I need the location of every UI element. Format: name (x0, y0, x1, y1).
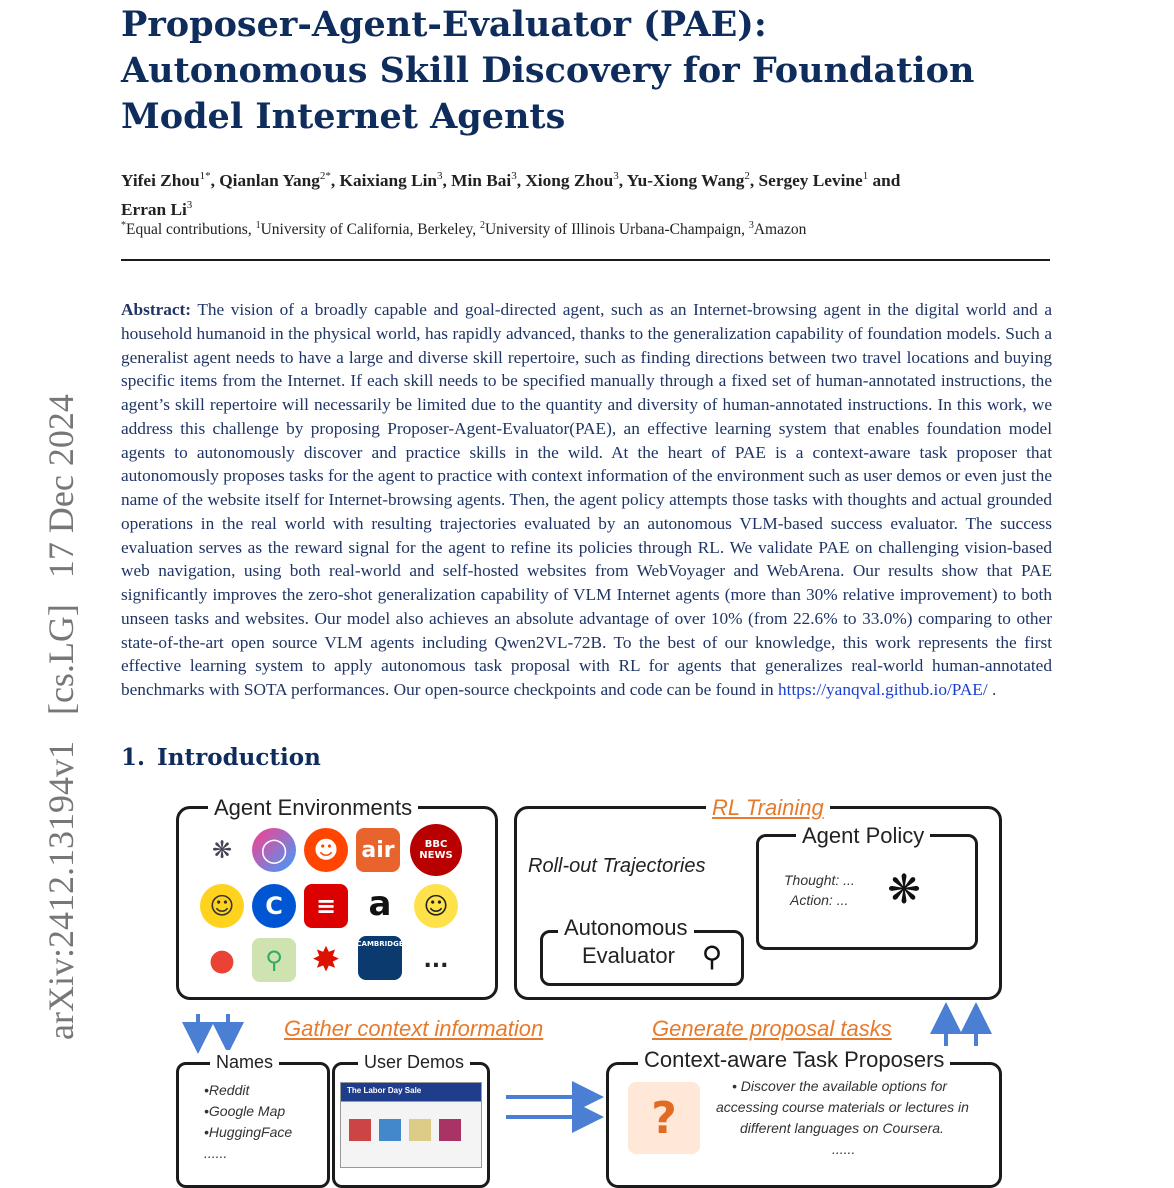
cambridge-icon: CAMBRIDGE (358, 936, 402, 980)
arxiv-id: arXiv:2412.13194v1 (41, 741, 81, 1040)
author: Qianlan Yang$^{2*}$, (219, 170, 340, 190)
rollout-label: Roll-out Trajectories (528, 855, 706, 877)
proposer-line: accessing course materials or lectures in (716, 1099, 969, 1115)
magnifier-icon: ⚲ (694, 938, 730, 974)
abstract-end: . (987, 680, 997, 699)
user-demos-title: User Demos (358, 1050, 470, 1074)
more-icon: ... (414, 938, 458, 982)
author: Yifei Zhou$^{1*}$, (121, 170, 220, 190)
proposer-line: different languages on Coursera. (740, 1120, 944, 1136)
author: Kaixiang Lin$^3$, (339, 170, 452, 190)
wolfram-icon: ✸ (304, 938, 348, 982)
generate-tasks-label: Generate proposal tasks (652, 1016, 892, 1041)
author: Yu-Xiong Wang$^2$, (626, 170, 759, 190)
demo-caption: The Labor Day Sale (347, 1086, 422, 1095)
author: Xiong Zhou$^3$, (525, 170, 627, 190)
title-line: Autonomous Skill Discovery for Foundation (121, 50, 975, 91)
section-heading (121, 744, 321, 771)
store-icon: ◯ (252, 828, 296, 872)
section-title: Introduction (157, 744, 321, 771)
smiley-icon: ☺ (414, 884, 458, 928)
arxiv-date: 17 Dec 2024 (41, 394, 81, 579)
author: Sergey Levine$^1$ and (758, 170, 901, 190)
paper-title (121, 2, 1121, 140)
arxiv-sidebar (40, 368, 82, 1040)
task-proposers-title: Context-aware Task Proposers (638, 1048, 950, 1072)
proposer-line: ...... (832, 1141, 856, 1157)
section-number: 1. (121, 744, 146, 771)
google-maps-icon: ● (200, 938, 244, 982)
coursera-icon: C (252, 884, 296, 928)
proposer-person-icon: ? (628, 1082, 700, 1154)
gather-context-label: Gather context information (284, 1016, 544, 1041)
espn-icon: ≡ (304, 884, 348, 928)
huggingface-icon: ☺ (200, 884, 244, 928)
header-rule (121, 259, 1050, 261)
proposer-line: • Discover the available options for (732, 1078, 948, 1094)
author: Min Bai$^3$, (451, 170, 526, 190)
author: Erran Li$^3$ (121, 198, 193, 219)
rl-training-title: RL Training (706, 796, 830, 820)
abstract-label: Abstract: (121, 300, 192, 319)
names-item: •Reddit (204, 1082, 250, 1098)
map-search-icon: ⚲ (252, 938, 296, 982)
affiliations: *Equal contributions, $^1$University of California, Berkeley, $^2$University of Illinois Urbana-Champaign, $^3$Amazon (121, 220, 807, 239)
author-list (121, 164, 1051, 222)
demo-screenshot (340, 1082, 482, 1168)
agent-environments-title: Agent Environments (208, 796, 418, 820)
bbc-news-icon: BBC NEWS (410, 824, 462, 876)
amazon-icon: a (358, 882, 402, 926)
agent-policy-title: Agent Policy (796, 824, 930, 848)
neural-network-icon: ❋ (882, 868, 926, 912)
title-line: Proposer-Agent-Evaluator (PAE): (121, 4, 767, 45)
abstract (121, 298, 1052, 702)
names-item: •HuggingFace (204, 1124, 293, 1140)
evaluator-line2: Evaluator (582, 943, 675, 968)
thought-label: Thought: ... (784, 872, 855, 888)
project-link[interactable]: https://yanqval.github.io/PAE/ (778, 680, 988, 699)
evaluator-line1: Autonomous (558, 916, 694, 940)
names-item: •Google Map (204, 1103, 286, 1119)
title-line: Model Internet Agents (121, 96, 566, 137)
allrecipes-icon: air (356, 828, 400, 872)
action-label: Action: ... (790, 892, 849, 908)
reddit-icon: ☻ (304, 828, 348, 872)
names-item: ...... (204, 1145, 228, 1161)
arxiv-category: [cs.LG] (41, 604, 81, 716)
abstract-body: The vision of a broadly capable and goal-directed agent, such as an Internet-browsing agent in the digital world and a household humanoid in the physical world, has rapidly advanced, thanks to the generalization capability of foundation models. Such a generalist agent needs to have a large and diverse skill repertoire, such as finding directions between two travel locations and buying specific items from the Internet. If each skill needs to be specified manually through a fixed set of human-annotated instructions, the agent’s skill repertoire will necessarily be limited due to the quantity and diversity of human-annotated instructions. In this work, we address this challenge by proposing Proposer-Agent-Evaluator(PAE), an effective learning system that enables foundation model agents to autonomously discover and practice skills in the wild. At the heart of PAE is a context-aware task proposer that autonomously proposes tasks for the agent to practice with context information of the environment such as user demos or even just the name of the website itself for Internet-browsing agents. Then, the agent policy attempts those tasks with thoughts and actual grounded operations in the real world with resulting trajectories evaluated by an autonomous VLM-based success evaluator. The success evaluation serves as the reward signal for the agent to refine its policies through RL. We validate PAE on challenging vision-based web navigation, using both real-world and self-hosted websites from WebVoyager and WebArena. Our results show that PAE significantly improves the zero-shot generalization capability of VLM Internet agents (more than 30% relative improvement) to both unseen tasks and websites. Our model also achieves an absolute advantage of over 10% (from 22.6% to 33.0%) comparing to other state-of-the-art open source VLM agents including Qwen2VL-72B. To the best of our knowledge, this work represents the first effective learning system to apply autonomous task proposal with RL for agents that generalizes real-world human-annotated benchmarks with SOTA performances. Our open-source checkpoints and code can be found in (121, 300, 1052, 699)
names-title: Names (210, 1050, 279, 1074)
overview-figure (176, 792, 1006, 1174)
openai-tools-icon: ❋ (200, 828, 244, 872)
